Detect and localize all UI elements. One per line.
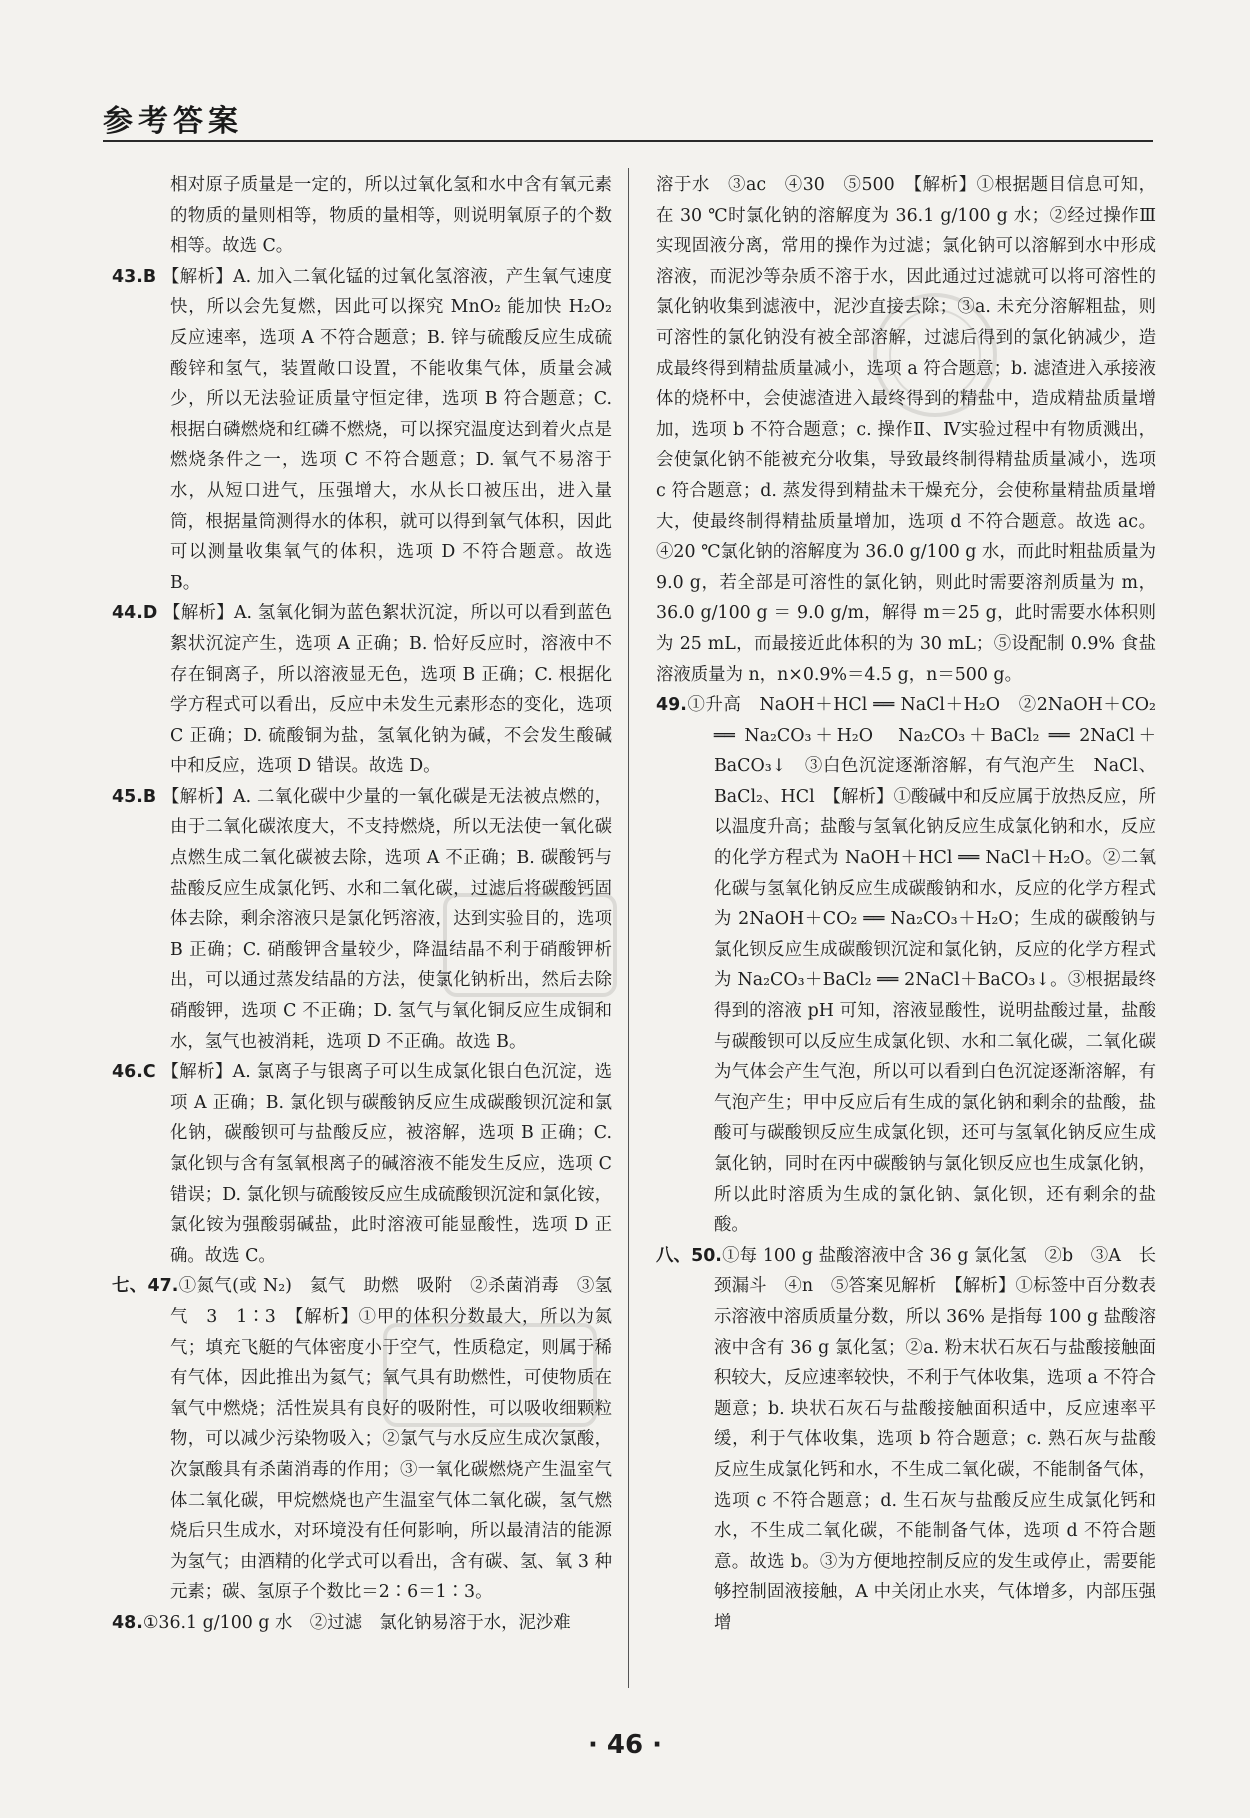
entry-text: 【解析】A. 氢氧化铜为蓝色絮状沉淀，所以可以看到蓝色絮状沉淀产生，选项 A 正确；B. 恰好反应时，溶液中不存在铜离子，所以溶液显无色，选项 B 正确；C. 根据化学方程式可以看出，反应中未发生元素形态的变化，选项 C 正确；D. 硫酸铜为盐，氢氧化钠为碱，不会发生酸碱中和反应，选项 D 错误。故选 D。 [163, 603, 612, 777]
answer-entry-48 [112, 1608, 612, 1639]
question-number: 八、50. [656, 1245, 722, 1266]
answer-entry-48-continued [656, 170, 1156, 690]
answer-choice: B [142, 266, 157, 287]
entry-text: 【解析】A. 氯离子与银离子可以生成氯化银白色沉淀，选项 A 正确；B. 氯化钡与碳酸钠反应生成碳酸钡沉淀和氯化钠，碳酸钡可与盐酸反应，被溶解，选项 B 正确；C. 氯化钡与含有氢氧根离子的碱溶液不能发生反应，选项 C 错误；D. 氯化钡与硫酸铵反应生成硫酸钡沉淀和氯化铵，氯化铵为强酸弱碱盐，此时溶液可能显酸性，选项 D 正确。故选 C。 [161, 1062, 613, 1266]
question-number: 44. [112, 603, 143, 624]
answer-entry-46 [112, 1057, 612, 1271]
column-divider [628, 168, 629, 1688]
stamp-watermark-icon [380, 1320, 600, 1430]
page-header-title: 参考答案 [103, 104, 243, 139]
answer-entry-43 [112, 262, 612, 599]
answer-entry-49 [656, 690, 1156, 1241]
answer-choice: C [142, 1062, 156, 1083]
question-number: 45. [112, 786, 143, 807]
header-rule [103, 140, 1153, 142]
entry-text: ①每 100 g 盐酸溶液中含 36 g 氯化氢 ②b ③A 长颈漏斗 ④n ⑤答案见解析 【解析】①标签中百分数表示溶液中溶质质量分数，所以 36% 是指每 100 g 盐酸溶液中含有 36 g 氯化氢；②a. 粉末状石灰石与盐酸接触面积较大，反应速率较快，不利于气体收集，选项 a 不符合题意；b. 块状石灰石与盐酸接触面积适中，反应速率平缓，利于气体收集，选项 b 符合题意；c. 熟石灰与盐酸反应生成氯化钙和水，不生成二氧化碳，不能制备气体，选项 c 不符合题意；d. 生石灰与盐酸反应生成氯化钙和水，不生成二氧化碳，不能制备气体，选项 d 不符合题意。故选 b。③为方便地控制反应的发生或停止，需要能够控制固液接触，A 中关闭止水夹，气体增多，内部压强增 [714, 1245, 1157, 1633]
answer-entry-50 [656, 1241, 1156, 1639]
answer-choice: B [142, 786, 157, 807]
answer-choice: D [142, 603, 158, 624]
answer-entry-44 [112, 598, 612, 782]
entry-text: 溶于水 ③ac ④30 ⑤500 【解析】①根据题目信息可知，在 30 ℃时氯化钠的溶解度为 36.1 g/100 g 水；②经过操作Ⅲ实现固液分离，常用的操作为过滤；氯化钠可以溶解到水中形成溶液，而泥沙等杂质不溶于水，因此通过过滤就可以将可溶性的氯化钠收集到滤液中，泥沙直接去除；③a. 未充分溶解粗盐，则可溶性的氯化钠没有被全部溶解，过滤后得到的氯化钠减少，造成最终得到精盐质量减小，选项 a 符合题意；b. 滤渣进入承接液体的烧杯中，会使滤渣进入最终得到的精盐中，造成精盐质量增加，选项 b 不符合题意；c. 操作Ⅱ、Ⅳ实验过程中有物质溅出，会使氯化钠不能被充分收集，导致最终制得精盐质量减小，选项 c 符合题意；d. 蒸发得到精盐未干燥充分，会使称量精盐质量增大，使最终制得精盐质量增加，选项 d 不符合题意。故选 ac。④20 ℃氯化钠的溶解度为 36.0 g/100 g 水，而此时粗盐质量为 9.0 g，若全部是可溶性的氯化钠，则此时需要溶剂质量为 m，36.0 g/100 g ＝ 9.0 g/m，解得 m＝25 g，此时需要水体积则为 25 mL，而最接近此体积的为 30 mL；⑤设配制 0.9% 食盐溶液质量为 n，n×0.9%＝4.5 g，n＝500 g。 [656, 175, 1156, 685]
entry-text: 【解析】A. 加入二氧化锰的过氧化氢溶液，产生氧气速度快，所以会先复燃，因此可以探究 MnO₂ 能加快 H₂O₂ 反应速率，选项 A 不符合题意；B. 锌与硫酸反应生成硫酸锌和氢气，装置敞口设置，不能收集气体，质量会减少，所以无法验证质量守恒定律，选项 B 符合题意；C. 根据白磷燃烧和红磷不燃烧，可以探究温度达到着火点是燃烧条件之一，选项 C 不符合题意；D. 氧气不易溶于水，从短口进气，压强增大，水从长口被压出，进入量筒，根据量筒测得水的体积，就可以得到氧气体积，因此可以测量收集氧气的体积，选项 D 不符合题意。故选 B。 [161, 266, 612, 593]
entry-text: 【解析】A. 二氧化碳中少量的一氧化碳是无法被点燃的，由于二氧化碳浓度大，不支持燃烧，所以无法使一氧化碳点燃生成二氧化碳被去除，选项 A 不正确；B. 碳酸钙与盐酸反应生成氯化钙、水和二氧化碳，过滤后将碳酸钙固体去除，剩余溶液只是氯化钙溶液，达到实验目的，选项 B 正确；C. 硝酸钾含量较少，降温结晶不利于硝酸钾析出，可以通过蒸发结晶的方法，使氯化钠析出，然后去除硝酸钾，选项 C 不正确；D. 氢气与氧化铜反应生成铜和水，氢气也被消耗，选项 D 不正确。故选 B。 [161, 786, 612, 1052]
answer-entry-42-continued [112, 170, 612, 262]
seal-watermark-icon [860, 280, 1010, 430]
page-number: · 46 · [587, 1730, 663, 1760]
question-number: 48. [112, 1612, 143, 1633]
entry-text: ①升高 NaOH＋HCl ══ NaCl＋H₂O ②2NaOH＋CO₂ ══ Na₂CO₃＋H₂O Na₂CO₃＋BaCl₂ ══ 2NaCl＋BaCO₃↓ ③白色沉淀逐渐溶解，有气泡产生 NaCl、BaCl₂、HCl 【解析】①酸碱中和反应属于放热反应，所以温度升高；盐酸与氢氧化钠反应生成氯化钠和水，反应的化学方程式为 NaOH＋HCl ══ NaCl＋H₂O。②二氧化碳与氢氧化钠反应生成碳酸钠和水，反应的化学方程式为 2NaOH＋CO₂ ══ Na₂CO₃＋H₂O；生成的碳酸钠与氯化钡反应生成碳酸钡沉淀和氯化钠，反应的化学方程式为 Na₂CO₃＋BaCl₂ ══ 2NaCl＋BaCO₃↓。③根据最终得到的溶液 pH 可知，溶液显酸性，说明盐酸过量，盐酸与碳酸钡可以反应生成氯化钡、水和二氧化碳，二氧化碳为气体会产生气泡，所以可以看到白色沉淀逐渐溶解，有气泡产生；甲中反应后有生成的氯化钠和剩余的盐酸，盐酸可与碳酸钡反应生成氯化钡，还可与氢氧化钠反应生成氯化钠，同时在丙中碳酸钠与氯化钡反应也生成氯化钠，所以此时溶质为生成的氯化钠、氯化钡，还有剩余的盐酸。 [686, 695, 1156, 1236]
question-number: 46. [112, 1062, 143, 1083]
entry-text: ①氮气(或 N₂) 氦气 助燃 吸附 ②杀菌消毒 ③氢气 3 1∶3 【解析】①甲的体积分数最大，所以为氮气；填充飞艇的气体密度小于空气，性质稳定，则属于稀有气体，因此推出为氦气；氧气具有助燃性，可使物质在氧气中燃烧；活性炭具有良好的吸附性，可以吸收细颗粒物，可以减少污染物吸入；②氯气与水反应生成次氯酸，次氯酸具有杀菌消毒的作用；③一氧化碳燃烧产生温室气体二氧化碳，甲烷燃烧也产生温室气体二氧化碳，氢气燃烧后只生成水，对环境没有任何影响，所以最清洁的能源为氢气；由酒精的化学式可以看出，含有碳、氢、氧 3 种元素；碳、氢原子个数比＝2∶6＝1∶3。 [170, 1276, 612, 1603]
question-number: 七、47. [112, 1276, 179, 1297]
entry-text: 相对原子质量是一定的，所以过氧化氢和水中含有氧元素的物质的量则相等，物质的量相等，则说明氧原子的个数相等。故选 C。 [170, 175, 612, 257]
stamp-watermark-icon [440, 890, 620, 1000]
question-number: 49. [656, 695, 687, 716]
entry-text: ①36.1 g/100 g 水 ②过滤 氯化钠易溶于水，泥沙难 [142, 1612, 571, 1633]
question-number: 43. [112, 266, 143, 287]
